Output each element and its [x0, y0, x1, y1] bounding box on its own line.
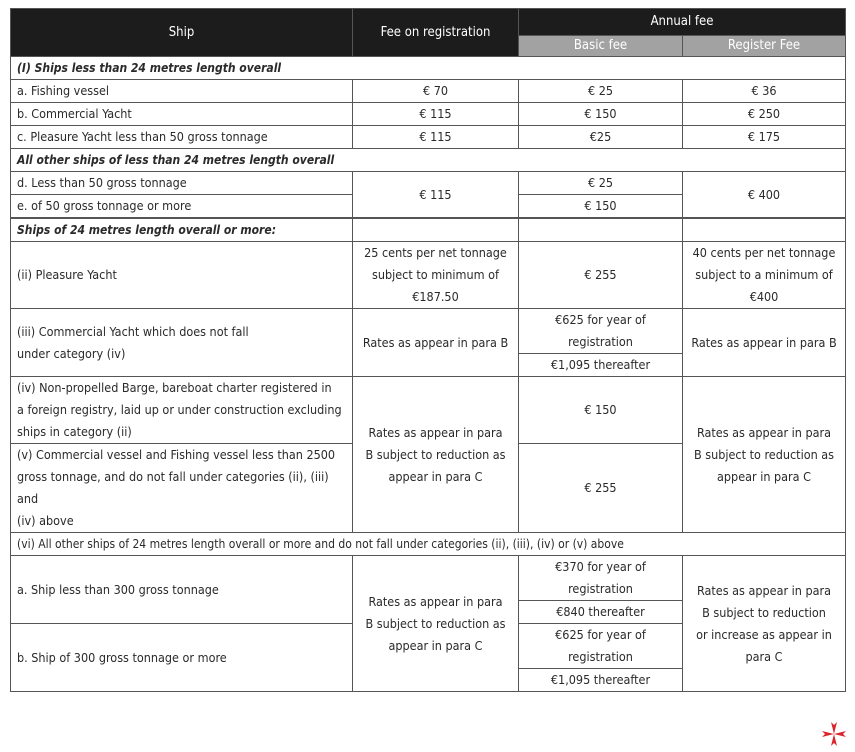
table-row	[11, 242, 846, 309]
table-row	[11, 126, 846, 149]
registration-fee-cell: Rates as appear in para B subject to reduction as appear in para C	[353, 556, 519, 692]
registration-fee-cell: € 115	[353, 103, 519, 126]
register-fee-cell: € 36	[683, 80, 846, 103]
basic-fee-cell: €1,095 thereafter	[519, 354, 683, 377]
table-row	[11, 103, 846, 126]
section-title: (I) Ships less than 24 metres length overall	[11, 57, 846, 80]
register-fee-cell: Rates as appear in para B subject to reduction as appear in para C	[683, 377, 846, 533]
ship-cell: b. Ship of 300 gross tonnage or more	[11, 624, 353, 692]
basic-fee-cell: € 25	[519, 172, 683, 195]
basic-fee-cell: € 150	[519, 195, 683, 218]
header-ship: Ship	[11, 9, 353, 57]
basic-fee-cell: €370 for year of registration	[519, 556, 683, 601]
register-fee-cell: Rates as appear in para B	[683, 309, 846, 377]
basic-fee-cell: € 150	[519, 103, 683, 126]
basic-fee-cell: €625 for year of registration	[519, 309, 683, 354]
registration-fee-cell: € 115	[353, 126, 519, 149]
ship-cell: (iv) Non-propelled Barge, bareboat charter registered in a foreign registry, laid up or under construction excluding ships in category (ii)	[11, 377, 353, 444]
registration-fee-cell: € 70	[353, 80, 519, 103]
register-fee-cell: Rates as appear in para B subject to reduction or increase as appear in para C	[683, 556, 846, 692]
header-fee-on-registration: Fee on registration	[353, 9, 519, 57]
header-basic-fee: Basic fee	[519, 36, 683, 57]
ship-cell: a. Fishing vessel	[11, 80, 353, 103]
register-fee-cell: € 175	[683, 126, 846, 149]
header-annual-fee: Annual fee	[519, 9, 846, 36]
register-fee-cell: € 400	[683, 172, 846, 218]
register-fee-cell: 40 cents per net tonnage subject to a minimum of €400	[683, 242, 846, 309]
section-title: Ships of 24 metres length overall or more:	[11, 219, 353, 242]
basic-fee-cell: €1,095 thereafter	[519, 669, 683, 692]
registration-fee-cell: Rates as appear in para B subject to reduction as appear in para C	[353, 377, 519, 533]
maltese-cross-logo	[820, 720, 848, 748]
ship-cell: (v) Commercial vessel and Fishing vessel less than 2500 gross tonnage, and do not fall under categories (ii), (iii) and (iv) above	[11, 444, 353, 533]
table-row	[11, 309, 846, 354]
basic-fee-cell: € 255	[519, 242, 683, 309]
ship-cell: (ii) Pleasure Yacht	[11, 242, 353, 309]
ship-cell: d. Less than 50 gross tonnage	[11, 172, 353, 195]
basic-fee-cell: € 255	[519, 444, 683, 533]
table-row	[11, 172, 846, 195]
ship-cell: c. Pleasure Yacht less than 50 gross tonnage	[11, 126, 353, 149]
basic-fee-cell: €840 thereafter	[519, 601, 683, 624]
registration-fee-cell: € 115	[353, 172, 519, 218]
basic-fee-cell: €625 for year of registration	[519, 624, 683, 669]
table-row	[11, 377, 846, 444]
basic-fee-cell: €25	[519, 126, 683, 149]
register-fee-cell: € 250	[683, 103, 846, 126]
registration-fee-cell: Rates as appear in para B	[353, 309, 519, 377]
ship-cell: a. Ship less than 300 gross tonnage	[11, 556, 353, 624]
table-row	[11, 80, 846, 103]
ship-cell: (iii) Commercial Yacht which does not fall under category (iv)	[11, 309, 353, 377]
header-register-fee: Register Fee	[683, 36, 846, 57]
registration-fee-cell: 25 cents per net tonnage subject to minimum of €187.50	[353, 242, 519, 309]
section-title: All other ships of less than 24 metres length overall	[11, 149, 846, 172]
basic-fee-cell: € 25	[519, 80, 683, 103]
ship-cell: b. Commercial Yacht	[11, 103, 353, 126]
basic-fee-cell: € 150	[519, 377, 683, 444]
ship-cell: e. of 50 gross tonnage or more	[11, 195, 353, 218]
fees-table	[10, 8, 846, 692]
section-title: (vi) All other ships of 24 metres length overall or more and do not fall under categories (ii), (iii), (iv) or (v) above	[11, 533, 846, 556]
table-row	[11, 556, 846, 601]
